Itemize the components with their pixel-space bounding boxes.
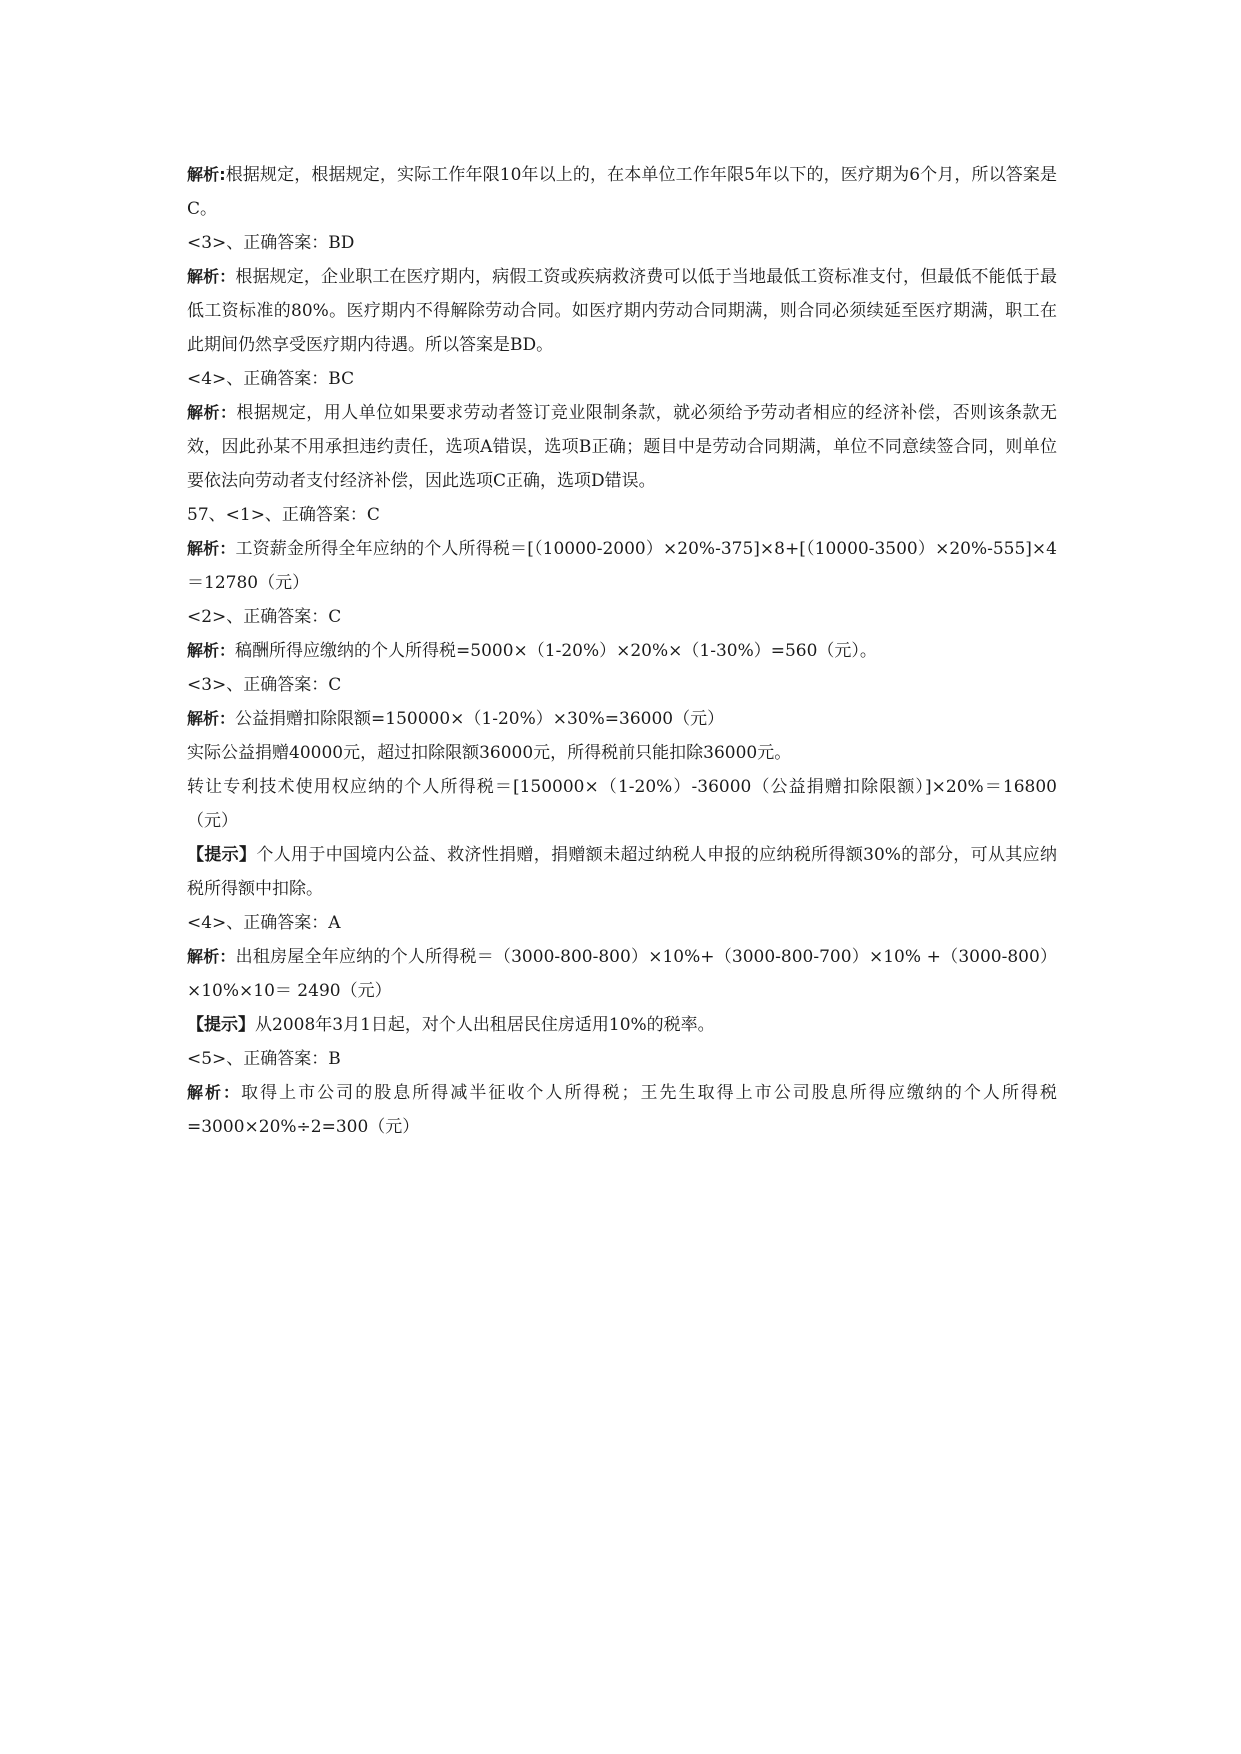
body-text: 实际公益捐赠40000元，超过扣除限额36000元，所得税前只能扣除36000元。 xyxy=(187,743,792,763)
tip-paragraph xyxy=(187,838,1057,906)
analysis-text: 取得上市公司的股息所得减半征收个人所得税；王先生取得上市公司股息所得应缴纳的个人所得税=3000×20%÷2=300（元） xyxy=(187,1083,1057,1137)
analysis-text: 根据规定，企业职工在医疗期内，病假工资或疾病救济费可以低于当地最低工资标准支付，但最低不能低于最低工资标准的80%。医疗期内不得解除劳动合同。如医疗期内劳动合同期满，则合同必须续延至医疗期满，职工在此期间仍然享受医疗期内待遇。所以答案是BD。 xyxy=(187,267,1057,355)
tip-text: 个人用于中国境内公益、救济性捐赠，捐赠额未超过纳税人申报的应纳税所得额30%的部分，可从其应纳税所得额中扣除。 xyxy=(187,845,1057,899)
analysis-paragraph xyxy=(187,532,1057,600)
tip-text: 从2008年3月1日起，对个人出租居民住房适用10%的税率。 xyxy=(255,1015,715,1035)
analysis-paragraph xyxy=(187,396,1057,498)
analysis-text: 根据规定，根据规定，实际工作年限10年以上的，在本单位工作年限5年以下的，医疗期为6个月，所以答案是C。 xyxy=(187,165,1057,219)
analysis-paragraph xyxy=(187,158,1057,226)
analysis-paragraph xyxy=(187,940,1057,1008)
tip-paragraph xyxy=(187,1008,1057,1042)
analysis-paragraph xyxy=(187,1076,1057,1144)
analysis-label: 解析： xyxy=(187,539,236,558)
analysis-label: 解析： xyxy=(187,267,236,286)
analysis-label: 解析: xyxy=(187,165,226,184)
analysis-label: 解析： xyxy=(187,403,237,422)
answer-line: <4>、正确答案：A xyxy=(187,913,341,933)
analysis-paragraph xyxy=(187,702,1057,736)
analysis-label: 解析： xyxy=(187,709,236,728)
body-text: 转让专利技术使用权应纳的个人所得税＝[150000×（1-20%）-36000（公益捐赠扣除限额）]×20%＝16800（元） xyxy=(187,777,1057,831)
answer-line: <3>、正确答案：BD xyxy=(187,233,355,253)
analysis-text: 出租房屋全年应纳的个人所得税＝（3000-800-800）×10%+（3000-800-700）×10% +（3000-800）×10%×10＝ 2490（元） xyxy=(187,947,1057,1001)
analysis-text: 根据规定，用人单位如果要求劳动者签订竞业限制条款，就必须给予劳动者相应的经济补偿，否则该条款无效，因此孙某不用承担违约责任，选项A错误，选项B正确；题目中是劳动合同期满，单位不同意续签合同，则单位要依法向劳动者支付经济补偿，因此选项C正确，选项D错误。 xyxy=(187,403,1057,491)
tip-label: 【提示】 xyxy=(187,845,257,865)
analysis-label: 解析： xyxy=(187,947,236,966)
analysis-label: 解析： xyxy=(187,641,236,660)
tip-label: 【提示】 xyxy=(187,1015,255,1035)
answer-line: <3>、正确答案：C xyxy=(187,675,342,695)
answer-line: <2>、正确答案：C xyxy=(187,607,342,627)
analysis-text: 公益捐赠扣除限额=150000×（1-20%）×30%=36000（元） xyxy=(235,709,725,729)
analysis-paragraph xyxy=(187,634,1057,668)
analysis-text: 工资薪金所得全年应纳的个人所得税＝[（10000-2000）×20%-375]×8+[（10000-3500）×20%-555]×4＝12780（元） xyxy=(187,539,1057,593)
analysis-text: 稿酬所得应缴纳的个人所得税=5000×（1-20%）×20%×（1-30%）=560（元）。 xyxy=(235,641,877,661)
answer-line: <4>、正确答案：BC xyxy=(187,369,355,389)
answer-line: <5>、正确答案：B xyxy=(187,1049,341,1069)
answer-line: 57、<1>、正确答案：C xyxy=(187,505,380,525)
analysis-paragraph xyxy=(187,260,1057,362)
analysis-label: 解析： xyxy=(187,1083,242,1102)
document-body xyxy=(187,158,1057,1144)
